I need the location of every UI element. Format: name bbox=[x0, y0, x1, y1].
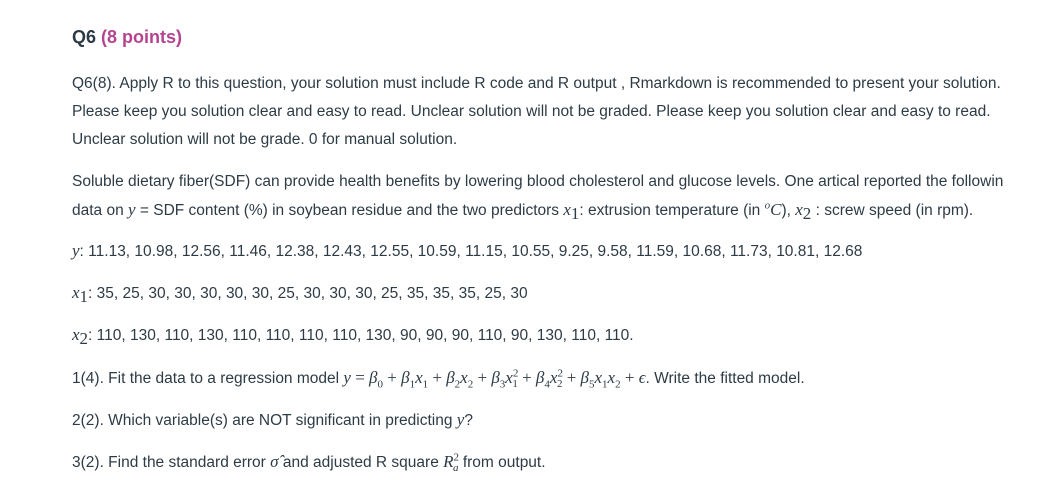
math-x1: x bbox=[563, 200, 571, 219]
math-x1: x bbox=[72, 283, 80, 302]
question-1: 1(4). Fit the data to a regression model $y = \beta_0 + \beta_1x_1 + \beta_2x_2 + \beta_3x^2_1 + \beta_4x^2_2 + \beta_5x_1x_2 + \epsilon$. Write the fitted model. bbox=[72, 367, 805, 391]
x1-values: 35, 25, 30, 30, 30, 30, 30, 25, 30, 30, 30, 25, 35, 35, 35, 25, 30 bbox=[96, 285, 528, 302]
question-points: (8 points) bbox=[101, 27, 183, 47]
question-header bbox=[72, 27, 182, 48]
math-sigma-hat: σ̂ bbox=[270, 452, 279, 471]
y-values: 11.13, 10.98, 12.56, 11.46, 12.38, 12.43, 12.55, 10.59, 11.15, 10.55, 9.25, 9.58, 11.59, 10.68, 11.73, 10.81, 12.68 bbox=[88, 243, 863, 260]
math-y: y bbox=[456, 410, 465, 429]
context-line-2: data on y = SDF content (%) in soybean residue and the two predictors $x_1$: extrusion temperature (in $^o$C), $x_2$ : screw speed (in rpm). bbox=[72, 199, 974, 224]
math-degree-c: $^o$C bbox=[764, 199, 782, 219]
context-line-1: Soluble dietary fiber(SDF) can provide health benefits by lowering blood cholesterol and glucose levels. One artical reported the followin bbox=[72, 173, 1004, 190]
math-r-squared-adjusted: $R^2_a$ bbox=[443, 451, 460, 475]
intro-paragraph bbox=[72, 70, 1001, 154]
regression-model-formula: $y = \beta_0 + \beta_1x_1 + \beta_2x_2 + \beta_3x^2_1 + \beta_4x^2_2 + \beta_5x_1x_2 + \epsilon$ bbox=[343, 367, 646, 391]
intro-line-3: Unclear solution will not be grade. 0 for manual solution. bbox=[72, 131, 458, 148]
context-paragraph bbox=[72, 168, 1056, 225]
y-data-line: y: 11.13, 10.98, 12.56, 11.46, 12.38, 12.43, 12.55, 10.59, 11.15, 10.55, 9.25, 9.58, 11.59, 10.68, 11.73, 10.81, 12.68 bbox=[72, 241, 863, 260]
x1-data-line: $x_1$: 35, 25, 30, 30, 30, 30, 30, 25, 30, 30, 30, 25, 35, 35, 35, 25, 30 bbox=[72, 283, 528, 307]
math-x2: x bbox=[72, 325, 80, 344]
x2-values: 110, 130, 110, 130, 110, 110, 110, 110, 130, 90, 90, 90, 110, 90, 130, 110, 110. bbox=[96, 327, 634, 344]
question-number: Q6 bbox=[72, 27, 97, 47]
question-2: 2(2). Which variable(s) are NOT significant in predicting y? bbox=[72, 410, 473, 429]
math-y: y bbox=[128, 200, 136, 219]
x2-data-line: $x_2$: 110, 130, 110, 130, 110, 110, 110, 110, 130, 90, 90, 90, 110, 90, 130, 110, 110. bbox=[72, 325, 634, 349]
question-3: 3(2). Find the standard error σ̂ and adjusted R square $R^2_a$ from output. bbox=[72, 451, 546, 475]
math-y: y bbox=[72, 241, 80, 260]
intro-line-2: Please keep you solution clear and easy to read. Unclear solution will not be graded. Please keep you solution clear and easy to read. bbox=[72, 103, 991, 120]
math-x2: x bbox=[795, 200, 803, 219]
intro-line-1: Q6(8). Apply R to this question, your solution must include R code and R output , Rmarkdown is recommended to present your solution. bbox=[72, 75, 1001, 92]
